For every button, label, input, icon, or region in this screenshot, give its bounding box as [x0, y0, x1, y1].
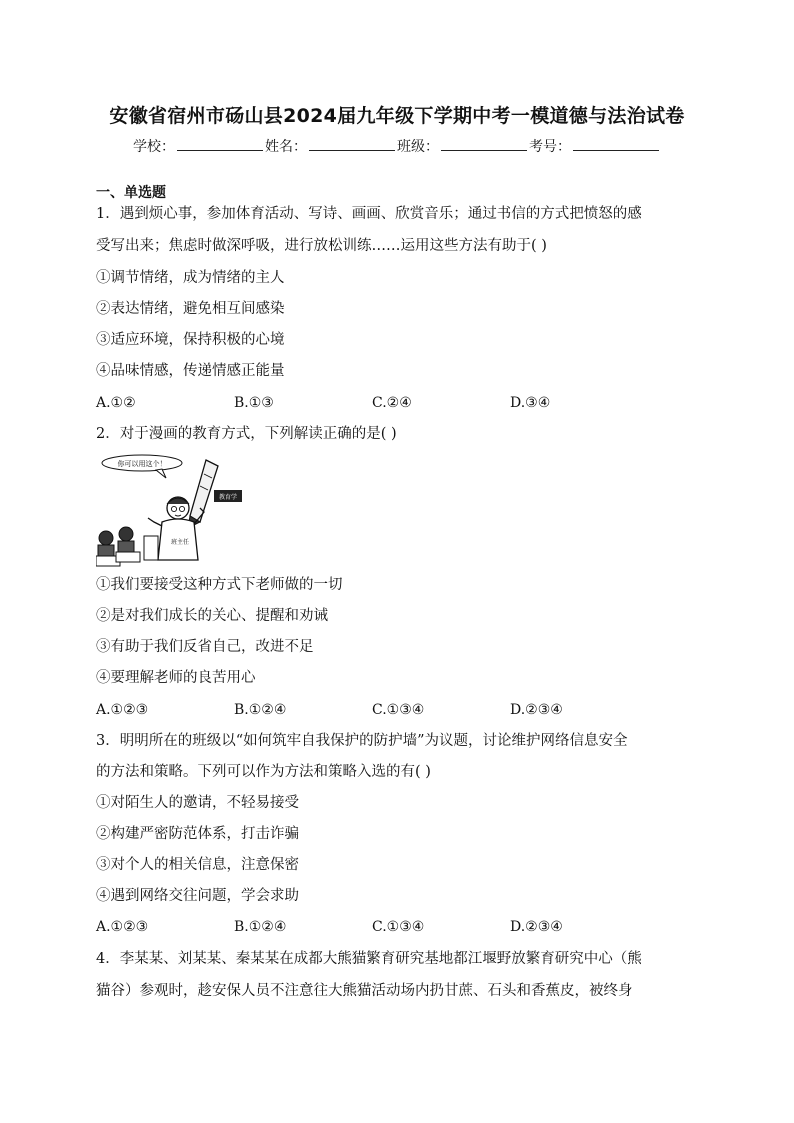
q2-item-2: ②是对我们成长的关心、提醒和劝诫 [96, 608, 328, 624]
q1-choice-d[interactable]: D.③④ [510, 395, 551, 411]
q1-item-1: ①调节情绪，成为情绪的主人 [96, 270, 285, 286]
number-field [529, 136, 661, 156]
q3-item-4: ④遇到网络交往问题，学会求助 [96, 888, 299, 904]
q3-stem-line1: 3．明明所在的班级以“如何筑牢自我保护的防护墙”为议题，讨论维护网络信息安全 [96, 733, 628, 749]
q1-choice-a[interactable]: A.①② [96, 395, 136, 411]
q3-stem-line2: 的方法和策略。下列可以作为方法和策略入选的有( ) [96, 764, 431, 780]
q2-item-4: ④要理解老师的良苦用心 [96, 670, 256, 686]
class-field [397, 136, 529, 156]
school-label: 学校： [133, 139, 175, 155]
number-blank[interactable] [573, 136, 659, 151]
q1-choice-c[interactable]: C.②④ [372, 395, 412, 411]
q3-choice-b[interactable]: B.①②④ [234, 919, 287, 935]
q3-item-3: ③对个人的相关信息，注意保密 [96, 857, 299, 873]
q4-stem-line2: 猫谷）参观时，趁安保人员不注意往大熊猫活动场内扔甘蔗、石头和香蕉皮，被终身 [96, 983, 633, 999]
section-heading: 一、单选题 [96, 185, 166, 201]
name-blank[interactable] [309, 136, 395, 151]
q2-item-3: ③有助于我们反省自己，改进不足 [96, 639, 314, 655]
number-label: 考号： [529, 139, 571, 155]
student-figure-2 [116, 527, 140, 562]
big-pen-icon [188, 460, 218, 528]
shirt-text: 班主任 [170, 539, 190, 546]
q2-choice-a[interactable]: A.①②③ [96, 702, 149, 718]
q2-stem: 2．对于漫画的教育方式，下列解读正确的是( ) [96, 426, 397, 442]
q2-choice-c[interactable]: C.①③④ [372, 702, 425, 718]
school-blank[interactable] [177, 136, 263, 151]
class-blank[interactable] [441, 136, 527, 151]
q3-item-1: ①对陌生人的邀请，不轻易接受 [96, 795, 299, 811]
book-sign-text: 教育学 [218, 494, 238, 501]
q3-choice-a[interactable]: A.①②③ [96, 919, 149, 935]
q1-stem-line1: 1．遇到烦心事，参加体育活动、写诗、画画、欣赏音乐；通过书信的方式把愤怒的感 [96, 206, 642, 222]
q3-choice-d[interactable]: D.②③④ [510, 919, 563, 935]
q2-choice-d[interactable]: D.②③④ [510, 702, 563, 718]
cartoon-image [96, 452, 246, 568]
name-field [265, 136, 397, 156]
q2-choice-b[interactable]: B.①②④ [234, 702, 287, 718]
q1-choice-b[interactable]: B.①③ [234, 395, 274, 411]
name-label: 姓名： [265, 139, 307, 155]
class-label: 班级： [397, 139, 439, 155]
q4-stem-line1: 4．李某某、刘某某、秦某某在成都大熊猫繁育研究基地都江堰野放繁育研究中心（熊 [96, 951, 642, 967]
q1-item-2: ②表达情绪，避免相互间感染 [96, 301, 285, 317]
school-field [133, 136, 265, 156]
q1-item-4: ④品味情感，传递情感正能量 [96, 363, 285, 379]
q3-choice-c[interactable]: C.①③④ [372, 919, 425, 935]
q3-item-2: ②构建严密防范体系，打击诈骗 [96, 826, 299, 842]
student-info-line [0, 136, 794, 156]
desk [144, 536, 158, 560]
q2-item-1: ①我们要接受这种方式下老师做的一切 [96, 577, 343, 593]
q1-item-3: ③适应环境，保持积极的心境 [96, 332, 285, 348]
exam-title: 安徽省宿州市砀山县2024届九年级下学期中考一模道德与法治试卷 [109, 105, 685, 127]
q1-stem-line2: 受写出来；焦虑时做深呼吸，进行放松训练……运用这些方法有助于( ) [96, 238, 547, 254]
bubble-text: 你可以用这个！ [117, 460, 167, 468]
